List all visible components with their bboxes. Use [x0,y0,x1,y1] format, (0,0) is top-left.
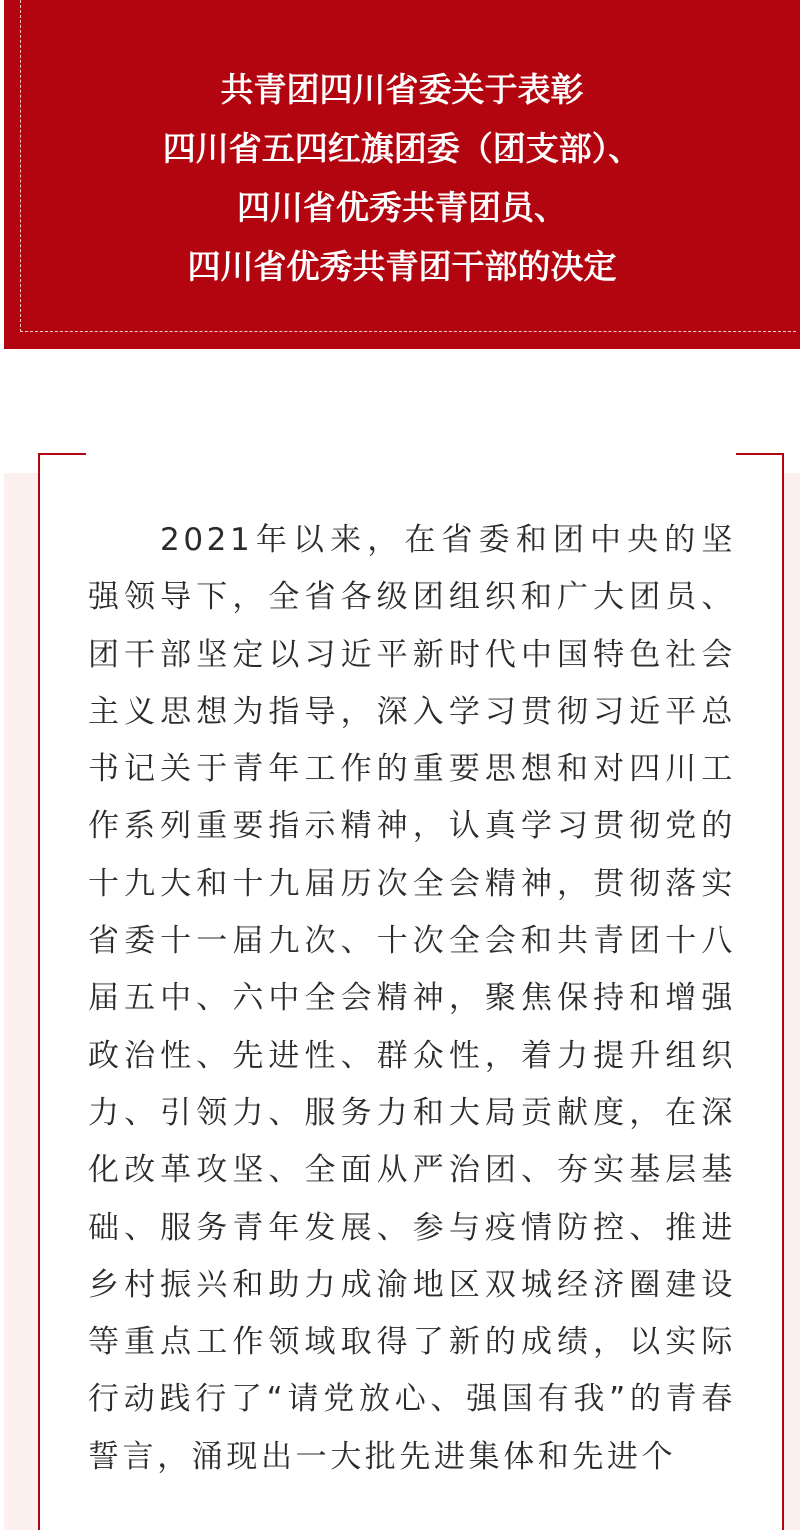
document-title [4,60,800,296]
title-line-2: 四川省五四红旗团委（团支部）、 [162,129,642,168]
body-paragraph: 2021年以来，在省委和团中央的坚强领导下，全省各级团组织和广大团员、团干部坚定以习近平新时代中国特色社会主义思想为指导，深入学习贯彻习近平总书记关于青年工作的重要思想和对四川工作系列重要指示精神，认真学习贯彻党的十九大和十九届历次全会精神，贯彻落实省委十一届九次、十次全会和共青团十八届五中、六中全会精神，聚焦保持和增强政治性、先进性、群众性，着力提升组织力、引领力、服务力和大局贡献度，在深化改革攻坚、全面从严治团、夯实基层基础、服务青年发展、参与疫情防控、推进乡村振兴和助力成渝地区双城经济圈建设等重点工作领域取得了新的成绩，以实际行动践行了“请党放心、强国有我”的青春誓言，涌现出一大批先进集体和先进个 [88,522,736,1475]
frame-corner-right [736,453,784,455]
title-line-1: 共青团四川省委关于表彰 [220,70,584,109]
frame-corner-left [38,453,86,455]
title-line-3: 四川省优秀共青团员、 [237,188,567,227]
title-line-4: 四川省优秀共青团干部的决定 [187,247,617,286]
